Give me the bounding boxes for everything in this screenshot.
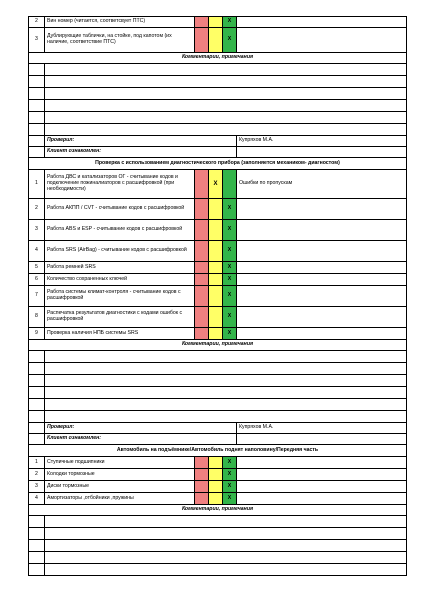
status-yellow-cell (209, 28, 223, 53)
status-yellow-cell (209, 199, 223, 220)
row-text: Работа ремней SRS (45, 262, 195, 274)
table-row (29, 274, 407, 286)
status-green-cell: X (223, 262, 237, 274)
status-green-cell (223, 170, 237, 199)
row-text: Работа АКПП / CVT - считывание кодов с расшифровкой (45, 199, 195, 220)
row-text: Работа ABS и ESP - считывание кодов с расшифровкой (45, 220, 195, 241)
row-text: Работа SRS (AirBag) - считывание кодов с расшифровкой (45, 241, 195, 262)
table-row (29, 17, 407, 28)
status-yellow-cell (209, 220, 223, 241)
status-red-cell (195, 493, 209, 505)
status-red-cell (195, 469, 209, 481)
row-text: Работа системы климат-контроля - считывание кодов с расшифровкой (45, 286, 195, 307)
status-red-cell (195, 170, 209, 199)
comments-header-row (29, 53, 407, 64)
client-ack-label: Клиент ознакомлен: (45, 434, 237, 445)
note-cell (237, 457, 407, 469)
checked-by-label: Проверил: (45, 423, 237, 434)
note-cell (237, 262, 407, 274)
client-row (29, 434, 407, 445)
row-number: 8 (29, 307, 45, 328)
status-yellow-cell (209, 481, 223, 493)
table-row (29, 457, 407, 469)
comment-line (29, 387, 407, 399)
row-number: 4 (29, 241, 45, 262)
status-red-cell (195, 457, 209, 469)
comment-line (29, 516, 407, 528)
note-cell (237, 28, 407, 53)
comments-title: Комментарии, примечания (29, 53, 407, 64)
note-cell: Ошибки по пропускам (237, 170, 407, 199)
row-number: 1 (29, 170, 45, 199)
row-text: Диски тормозные (45, 481, 195, 493)
comments-title: Комментарии, примечания (29, 340, 407, 351)
status-yellow-cell (209, 307, 223, 328)
status-yellow-cell (209, 262, 223, 274)
signature-row (29, 136, 407, 147)
comment-line (29, 528, 407, 540)
comment-line (29, 540, 407, 552)
comment-line (29, 399, 407, 411)
row-number: 1 (29, 457, 45, 469)
comments-title: Комментарии, примечания (29, 505, 407, 516)
status-green-cell: X (223, 328, 237, 340)
status-red-cell (195, 274, 209, 286)
row-number: 3 (29, 220, 45, 241)
comment-line (29, 411, 407, 423)
note-cell (237, 17, 407, 28)
table-row (29, 170, 407, 199)
row-number: 4 (29, 493, 45, 505)
table-row (29, 241, 407, 262)
row-number: 7 (29, 286, 45, 307)
status-red-cell (195, 481, 209, 493)
note-cell (237, 328, 407, 340)
comment-line (29, 64, 407, 76)
comment-line (29, 552, 407, 564)
diag-section-title: Проверка с использованием диагностического прибора (заполняется механиком- диагностом) (29, 158, 407, 170)
comment-line (29, 363, 407, 375)
lift-section-title: Автомобиль на подъёмнике/Автомобиль поднят наполовину/Передняя часть (29, 445, 407, 457)
table-row (29, 199, 407, 220)
row-text: Амортизаторы ,отбойники ,пружины (45, 493, 195, 505)
comment-line (29, 100, 407, 112)
comment-line (29, 351, 407, 363)
status-red-cell (195, 220, 209, 241)
table-row (29, 481, 407, 493)
checked-by-name: Купряхов М.А. (237, 423, 407, 434)
row-number: 3 (29, 28, 45, 53)
table-row (29, 28, 407, 53)
status-green-cell: X (223, 469, 237, 481)
comments-header-row (29, 340, 407, 351)
row-number: 6 (29, 274, 45, 286)
status-green-cell: X (223, 28, 237, 53)
row-number: 9 (29, 328, 45, 340)
signature-row (29, 423, 407, 434)
status-yellow-cell (209, 274, 223, 286)
status-yellow-cell (209, 328, 223, 340)
status-red-cell (195, 307, 209, 328)
status-red-cell (195, 262, 209, 274)
comments-header-row (29, 505, 407, 516)
comment-line (29, 375, 407, 387)
status-red-cell (195, 328, 209, 340)
table-row (29, 469, 407, 481)
checked-by-name: Купряхов М.А. (237, 136, 407, 147)
note-cell (237, 286, 407, 307)
table-row (29, 493, 407, 505)
status-green-cell: X (223, 274, 237, 286)
status-red-cell (195, 17, 209, 28)
status-green-cell: X (223, 220, 237, 241)
status-red-cell (195, 286, 209, 307)
status-red-cell (195, 199, 209, 220)
row-text: Вин номер (читается, соответсвует ПТС) (45, 17, 195, 28)
comment-line (29, 76, 407, 88)
row-number: 2 (29, 17, 45, 28)
comment-line (29, 564, 407, 576)
row-text: Дублирующие таблички, на стойке, под капотом (их наличие, соответствие ПТС) (45, 28, 195, 53)
note-cell (237, 274, 407, 286)
status-yellow-cell (209, 493, 223, 505)
row-text: Ступичные подшипники (45, 457, 195, 469)
note-cell (237, 469, 407, 481)
note-cell (237, 241, 407, 262)
section-header-row (29, 158, 407, 170)
section-header-row (29, 445, 407, 457)
table-row (29, 220, 407, 241)
status-yellow-cell (209, 469, 223, 481)
status-green-cell: X (223, 493, 237, 505)
status-red-cell (195, 28, 209, 53)
client-ack-label: Клиент ознакомлен: (45, 147, 237, 158)
row-number: 2 (29, 469, 45, 481)
status-green-cell: X (223, 481, 237, 493)
table-row (29, 262, 407, 274)
status-green-cell: X (223, 307, 237, 328)
table-row (29, 307, 407, 328)
row-text: Распечатка результатов диагностики с кодами ошибок с расшифровкой (45, 307, 195, 328)
row-number: 2 (29, 199, 45, 220)
row-number: 3 (29, 481, 45, 493)
row-number: 5 (29, 262, 45, 274)
table-row (29, 286, 407, 307)
comment-line (29, 112, 407, 124)
table-row (29, 328, 407, 340)
inspection-sheet (28, 16, 407, 576)
comment-line (29, 124, 407, 136)
status-yellow-cell (209, 457, 223, 469)
status-green-cell: X (223, 457, 237, 469)
status-yellow-cell (209, 286, 223, 307)
note-cell (237, 199, 407, 220)
row-text: Работа ДВС и катализаторов ОГ - считывание кодов и подключение пожиналиаторов с расшифровкой (при необходимости) (45, 170, 195, 199)
status-yellow-cell: X (209, 170, 223, 199)
note-cell (237, 307, 407, 328)
row-text: Проверка наличия НПБ системы SRS (45, 328, 195, 340)
status-green-cell: X (223, 286, 237, 307)
note-cell (237, 220, 407, 241)
status-green-cell: X (223, 17, 237, 28)
status-red-cell (195, 241, 209, 262)
row-text: Колодки тормозные (45, 469, 195, 481)
note-cell (237, 493, 407, 505)
note-cell (237, 481, 407, 493)
status-yellow-cell (209, 241, 223, 262)
row-text: Количество сохраненных ключей (45, 274, 195, 286)
checked-by-label: Проверил: (45, 136, 237, 147)
status-yellow-cell (209, 17, 223, 28)
status-green-cell: X (223, 241, 237, 262)
comment-line (29, 88, 407, 100)
status-green-cell: X (223, 199, 237, 220)
client-row (29, 147, 407, 158)
